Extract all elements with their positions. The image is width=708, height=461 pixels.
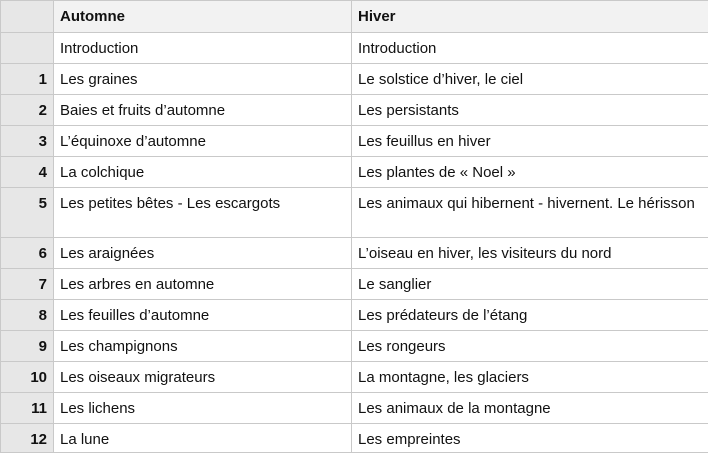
row-number[interactable]: 5	[1, 188, 54, 238]
winter-cell[interactable]: Les empreintes	[352, 424, 708, 453]
row-number[interactable]: 2	[1, 95, 54, 126]
row-number-header[interactable]	[1, 1, 54, 33]
autumn-cell[interactable]: Les graines	[54, 64, 352, 95]
row-number[interactable]: 11	[1, 393, 54, 424]
table-row	[1, 188, 708, 238]
autumn-cell[interactable]: Baies et fruits d’automne	[54, 95, 352, 126]
winter-cell[interactable]: Le sanglier	[352, 269, 708, 300]
table-row	[1, 331, 708, 362]
winter-cell[interactable]: La montagne, les glaciers	[352, 362, 708, 393]
row-number[interactable]: 7	[1, 269, 54, 300]
autumn-cell[interactable]: Les petites bêtes - Les escargots	[54, 188, 352, 238]
row-number[interactable]: 9	[1, 331, 54, 362]
table-row	[1, 238, 708, 269]
header-row	[1, 1, 708, 33]
table-row	[1, 424, 708, 453]
autumn-cell[interactable]: La lune	[54, 424, 352, 453]
winter-cell[interactable]: Les animaux qui hibernent - hivernent. Le hérisson	[352, 188, 708, 238]
table-row	[1, 269, 708, 300]
table-row	[1, 95, 708, 126]
table-row	[1, 362, 708, 393]
row-number[interactable]: 3	[1, 126, 54, 157]
autumn-cell[interactable]: Les champignons	[54, 331, 352, 362]
autumn-cell[interactable]: Les oiseaux migrateurs	[54, 362, 352, 393]
table-row	[1, 33, 708, 64]
row-number[interactable]: 1	[1, 64, 54, 95]
column-header-automne[interactable]: Automne	[54, 1, 352, 33]
table-row	[1, 300, 708, 331]
autumn-cell[interactable]: Les feuilles d’automne	[54, 300, 352, 331]
row-number[interactable]: 4	[1, 157, 54, 188]
winter-cell[interactable]: Introduction	[352, 33, 708, 64]
winter-cell[interactable]: Les animaux de la montagne	[352, 393, 708, 424]
winter-cell[interactable]: Les prédateurs de l’étang	[352, 300, 708, 331]
winter-cell[interactable]: Les plantes de « Noel »	[352, 157, 708, 188]
winter-cell[interactable]: Les persistants	[352, 95, 708, 126]
autumn-cell[interactable]: Les araignées	[54, 238, 352, 269]
table-row	[1, 126, 708, 157]
row-number[interactable]: 12	[1, 424, 54, 453]
autumn-cell[interactable]: Les lichens	[54, 393, 352, 424]
winter-cell[interactable]: Les rongeurs	[352, 331, 708, 362]
autumn-cell[interactable]: Introduction	[54, 33, 352, 64]
row-number[interactable]	[1, 33, 54, 64]
autumn-cell[interactable]: L’équinoxe d’automne	[54, 126, 352, 157]
row-number[interactable]: 6	[1, 238, 54, 269]
row-number[interactable]: 10	[1, 362, 54, 393]
autumn-cell[interactable]: Les arbres en automne	[54, 269, 352, 300]
table-row	[1, 393, 708, 424]
winter-cell[interactable]: L’oiseau en hiver, les visiteurs du nord	[352, 238, 708, 269]
autumn-cell[interactable]: La colchique	[54, 157, 352, 188]
table-row	[1, 64, 708, 95]
row-number[interactable]: 8	[1, 300, 54, 331]
column-header-hiver[interactable]: Hiver	[352, 1, 708, 33]
table-row	[1, 157, 708, 188]
winter-cell[interactable]: Le solstice d’hiver, le ciel	[352, 64, 708, 95]
winter-cell[interactable]: Les feuillus en hiver	[352, 126, 708, 157]
